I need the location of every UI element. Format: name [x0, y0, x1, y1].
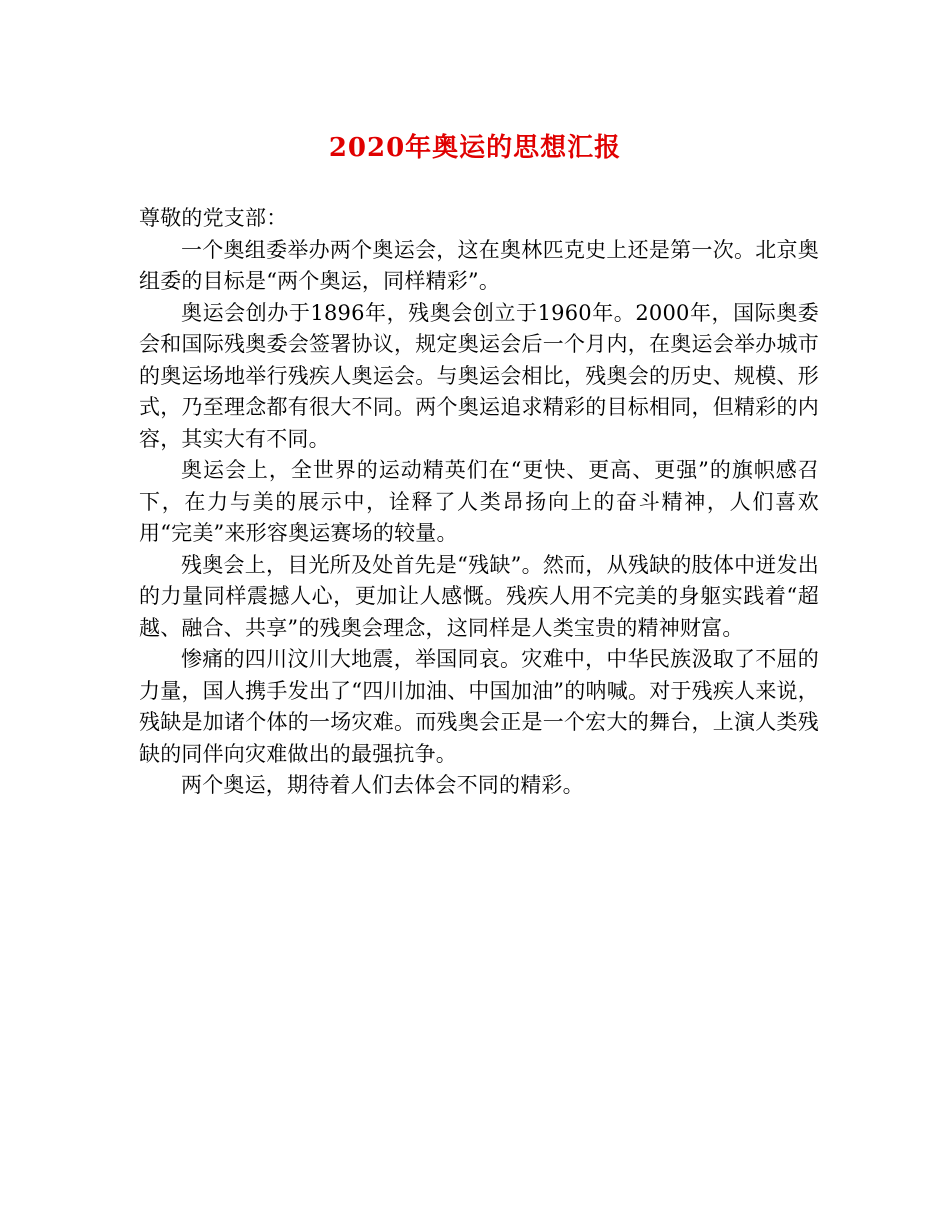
- paragraph: 奥运会创办于1896年，残奥会创立于1960年。2000年，国际奥委会和国际残奥委会签署协议，规定奥运会后一个月内，在奥运会举办城市的奥运场地举行残疾人奥运会。与奥运会相比，残奥会的历史、规模、形式，乃至理念都有很大不同。两个奥运追求精彩的目标相同，但精彩的内容，其实大有不同。: [139, 300, 819, 451]
- document-body: [139, 203, 819, 802]
- document-title: 2020年奥运的思想汇报: [328, 133, 622, 163]
- paragraph: 奥运会上，全世界的运动精英们在“更快、更高、更强”的旗帜感召下，在力与美的展示中，诠释了人类昂扬向上的奋斗精神，人们喜欢用“完美”来形容奥运赛场的较量。: [139, 458, 819, 545]
- paragraph: 一个奥组委举办两个奥运会，这在奥林匹克史上还是第一次。北京奥组委的目标是“两个奥运，同样精彩”。: [139, 237, 819, 293]
- salutation: 尊敬的党支部：: [139, 206, 288, 230]
- paragraph: 两个奥运，期待着人们去体会不同的精彩。: [181, 773, 584, 797]
- paragraph: 惨痛的四川汶川大地震，举国同哀。灾难中，中华民族汲取了不屈的力量，国人携手发出了“四川加油、中国加油”的呐喊。对于残疾人来说，残缺是加诸个体的一场灾难。而残奥会正是一个宏大的舞台，上演人类残缺的同伴向灾难做出的最强抗争。: [139, 647, 819, 766]
- paragraph: 残奥会上，目光所及处首先是“残缺”。然而，从残缺的肢体中迸发出的力量同样震撼人心，更加让人感慨。残疾人用不完美的身躯实践着“超越、融合、共享”的残奥会理念，这同样是人类宝贵的精神财富。: [139, 552, 819, 640]
